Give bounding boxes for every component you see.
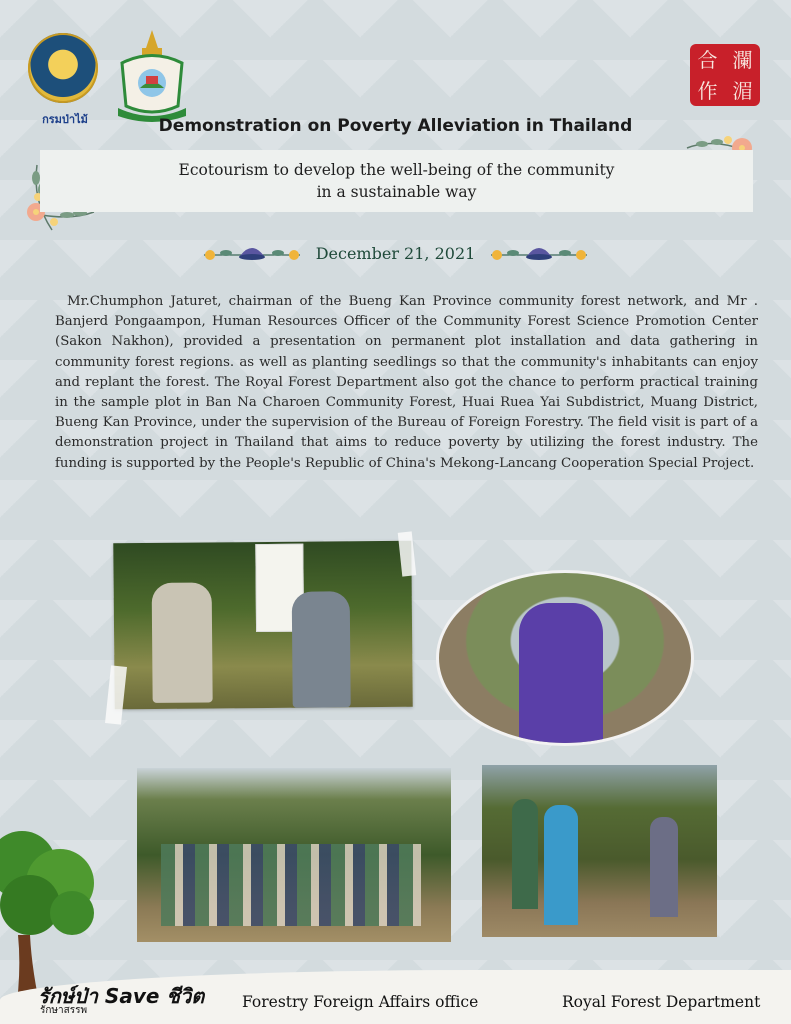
footer-office-label: Forestry Foreign Affairs office (242, 993, 479, 1011)
photo-planting (482, 765, 717, 937)
person-figure (292, 591, 351, 708)
article-body: Mr.Chumphon Jaturet, chairman of the Bueng Kan Province community forest network, and Mr . Banjerd Pongaampon, Human Resources Officer of the Community Forest Science Promotion Center (Sakon Nakhon), provided a presentation on permanent plot installation and data gathering in community forest regions. as well as planting seedlings so that the community's inhabitants can enjoy and replant the forest. The Royal Forest Department also got the chance to perform practical training in the sample plot in Ban Na Charoen Community Forest, Huai Ruea Yai Subdistrict, Muang District, Bueng Kan Province, under the supervision of the Bureau of Foreign Forestry. The field visit is part of a demonstration project in Thailand that aims to reduce poverty by utilizing the forest industry. The funding is supported by the People's Republic of China's Mekong-Lancang Cooperation Special Project. (55, 294, 758, 471)
photo-presentation (113, 541, 412, 710)
seal-char: 作 (697, 78, 718, 103)
footer-department-label: Royal Forest Department (562, 993, 761, 1011)
person-figure (512, 799, 538, 909)
seal-char: 瀾 (732, 47, 753, 72)
mekong-lancang-seal (690, 44, 760, 106)
group-people (161, 844, 421, 926)
royal-forest-department-logo (28, 33, 98, 103)
seal-char: 合 (697, 47, 718, 72)
save-forest-logo-sub: รักษาสรรพ (40, 1005, 88, 1016)
date-row (0, 238, 791, 268)
person-figure (544, 805, 578, 925)
photo-field-speaker (436, 570, 694, 746)
provincial-emblem-logo (112, 28, 192, 123)
photo-group (137, 768, 451, 942)
person-figure (519, 603, 603, 743)
date-label: December 21, 2021 (315, 243, 476, 263)
subtitle-banner (40, 150, 753, 212)
agency-logo-label: กรมป่าไม้ (42, 113, 88, 126)
subtitle-line: Ecotourism to develop the well-being of the community (178, 161, 615, 179)
person-figure (650, 817, 678, 917)
page-title: Demonstration on Poverty Alleviation in Thailand (158, 116, 633, 136)
tape-strip (105, 665, 127, 724)
garland-left-icon (202, 242, 302, 264)
garland-right-icon (489, 242, 589, 264)
subtitle-line: in a sustainable way (316, 183, 477, 201)
person-figure (152, 582, 213, 703)
save-forest-logo: รักษ์ป่า Save ชีวิต (38, 984, 205, 1008)
seal-char: 湄 (732, 78, 753, 103)
